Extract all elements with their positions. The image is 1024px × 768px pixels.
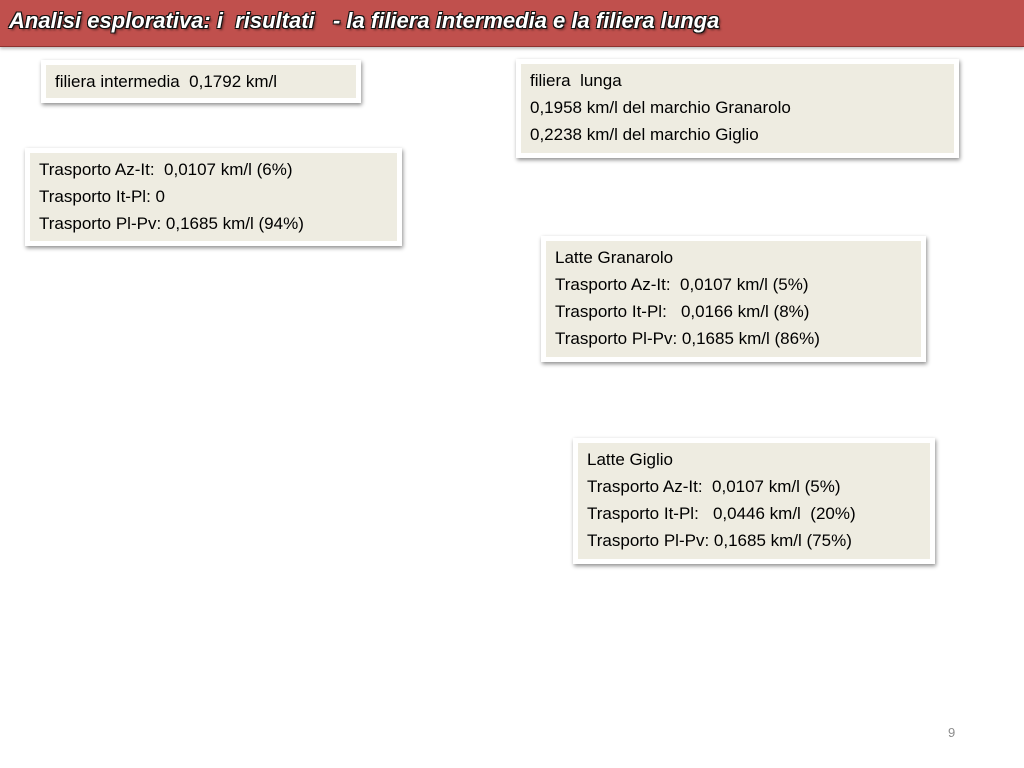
- intermedia-breakdown-box: [25, 148, 402, 246]
- slide-title: Analisi esplorativa: i risultati - la filiera intermedia e la filiera lunga: [9, 8, 720, 33]
- lunga-total-box: [516, 59, 959, 158]
- giglio-heading-line: Latte Giglio: [587, 450, 673, 469]
- giglio-az-it-line: Trasporto Az-It: 0,0107 km/l (5%): [587, 477, 841, 496]
- intermedia-total-box: [41, 60, 361, 103]
- granarolo-az-it-line: Trasporto Az-It: 0,0107 km/l (5%): [555, 275, 809, 294]
- giglio-it-pl-line: Trasporto It-Pl: 0,0446 km/l (20%): [587, 504, 856, 523]
- lunga-granarolo-line: 0,1958 km/l del marchio Granarolo: [530, 98, 791, 117]
- intermedia-az-it-line: Trasporto Az-It: 0,0107 km/l (6%): [39, 160, 293, 179]
- granarolo-pl-pv-line: Trasporto Pl-Pv: 0,1685 km/l (86%): [555, 329, 820, 348]
- intermedia-total-line: filiera intermedia 0,1792 km/l: [55, 72, 278, 91]
- lunga-giglio-line: 0,2238 km/l del marchio Giglio: [530, 125, 759, 144]
- page-number: 9: [948, 725, 956, 740]
- granarolo-box: [541, 236, 926, 362]
- giglio-pl-pv-line: Trasporto Pl-Pv: 0,1685 km/l (75%): [587, 531, 852, 550]
- giglio-box: [573, 438, 935, 564]
- title-bar: [0, 0, 1024, 47]
- granarolo-heading-line: Latte Granarolo: [555, 248, 674, 267]
- intermedia-pl-pv-line: Trasporto Pl-Pv: 0,1685 km/l (94%): [39, 214, 304, 233]
- lunga-heading-line: filiera lunga: [530, 71, 622, 90]
- granarolo-it-pl-line: Trasporto It-Pl: 0,0166 km/l (8%): [555, 302, 810, 321]
- intermedia-it-pl-line: Trasporto It-Pl: 0: [39, 187, 165, 206]
